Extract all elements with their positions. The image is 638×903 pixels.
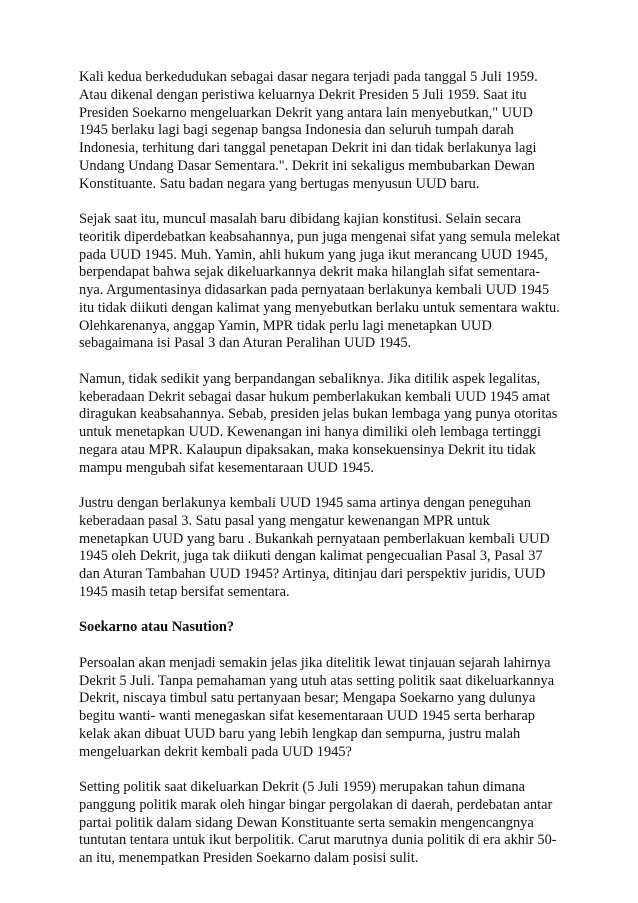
paragraph: Justru dengan berlakunya kembali UUD 1945 sama artinya dengan peneguhan keberadaan pasal 3. Satu pasal yang mengatur kewenangan MPR untuk menetapkan UUD yang baru . Bukankah pernyataan pemberlakuan kembali UUD 1945 oleh Dekrit, juga tak diikuti dengan kalimat pengecualian Pasal 3, Pasal 37 dan Aturan Tambahan UUD 1945? Artinya, ditinjau dari perspektiv juridis, UUD 1945 masih tetap bersifat sementara. xyxy=(79,495,550,600)
paragraph: Kali kedua berkedudukan sebagai dasar negara terjadi pada tanggal 5 Juli 1959. Atau dikenal dengan peristiwa keluarnya Dekrit Presiden 5 Juli 1959. Saat itu Presiden Soekarno mengeluarkan Dekrit yang antara lain menyebutkan," UUD 1945 berlaku lagi bagi segenap bangsa Indonesia dan seluruh tumpah darah Indonesia, terhitung dari tanggal penetapan Dekrit ini dan tidak berlakunya lagi Undang Undang Dasar Sementara.". Dekrit ini sekaligus membubarkan Dewan Konstituante. Satu badan negara yang bertugas menyusun UUD baru. xyxy=(79,69,538,192)
document-page xyxy=(79,69,569,886)
paragraph: Setting politik saat dikeluarkan Dekrit (5 Juli 1959) merupakan tahun dimana panggung politik marak oleh hingar bingar pergolakan di daerah, perdebatan antar partai politik dalam sidang Dewan Konstituante serta semakin mengencangnya tuntutan tentara untuk ikut berpolitik. Carut marutnya dunia politik di era akhir 50- an itu, menempatkan Presiden Soekarno dalam posisi sulit. xyxy=(79,779,557,866)
section-heading: Soekarno atau Nasution? xyxy=(79,619,235,636)
paragraph: Sejak saat itu, muncul masalah baru dibidang kajian konstitusi. Selain secara teoritik diperdebatkan keabsahannya, pun juga mengenai sifat yang semula melekat pada UUD 1945. Muh. Yamin, ahli hukum yang juga ikut merancang UUD 1945, berpendapat bahwa sejak dikeluarkannya dekrit maka hilanglah sifat sementara- nya. Argumentasinya didasarkan pada pernyataan berlakunya kembali UUD 1945 itu tidak diikuti dengan kalimat yang menyebutkan berlaku untuk sementara waktu. Olehkarenanya, anggap Yamin, MPR tidak perlu lagi menetapkan UUD sebagaimana isi Pasal 3 dan Aturan Peralihan UUD 1945. xyxy=(79,211,561,352)
paragraph: Namun, tidak sedikit yang berpandangan sebaliknya. Jika ditilik aspek legalitas, keberadaan Dekrit sebagai dasar hukum pemberlakukan kembali UUD 1945 amat diragukan keabsahannya. Sebab, presiden jelas bukan lembaga yang punya otoritas untuk menetapkan UUD. Kewenangan ini hanya dimiliki oleh lembaga tertinggi negara atau MPR. Kalaupun dipaksakan, maka konsekuensinya Dekrit itu tidak mampu mengubah sifat kesementaraan UUD 1945. xyxy=(79,370,558,476)
paragraph: Persoalan akan menjadi semakin jelas jika ditelitik lewat tinjauan sejarah lahirnya Dekrit 5 Juli. Tanpa pemahaman yang utuh atas setting politik saat dikeluarkannya Dekrit, niscaya timbul satu pertanyaan besar; Mengapa Soekarno yang dulunya begitu wanti- wanti menegaskan sifat kesementaraan UUD 1945 serta berharap kelak akan dibuat UUD baru yang lebih lengkap dan sempurna, justru malah mengeluarkan dekrit kembali pada UUD 1945? xyxy=(79,654,555,760)
